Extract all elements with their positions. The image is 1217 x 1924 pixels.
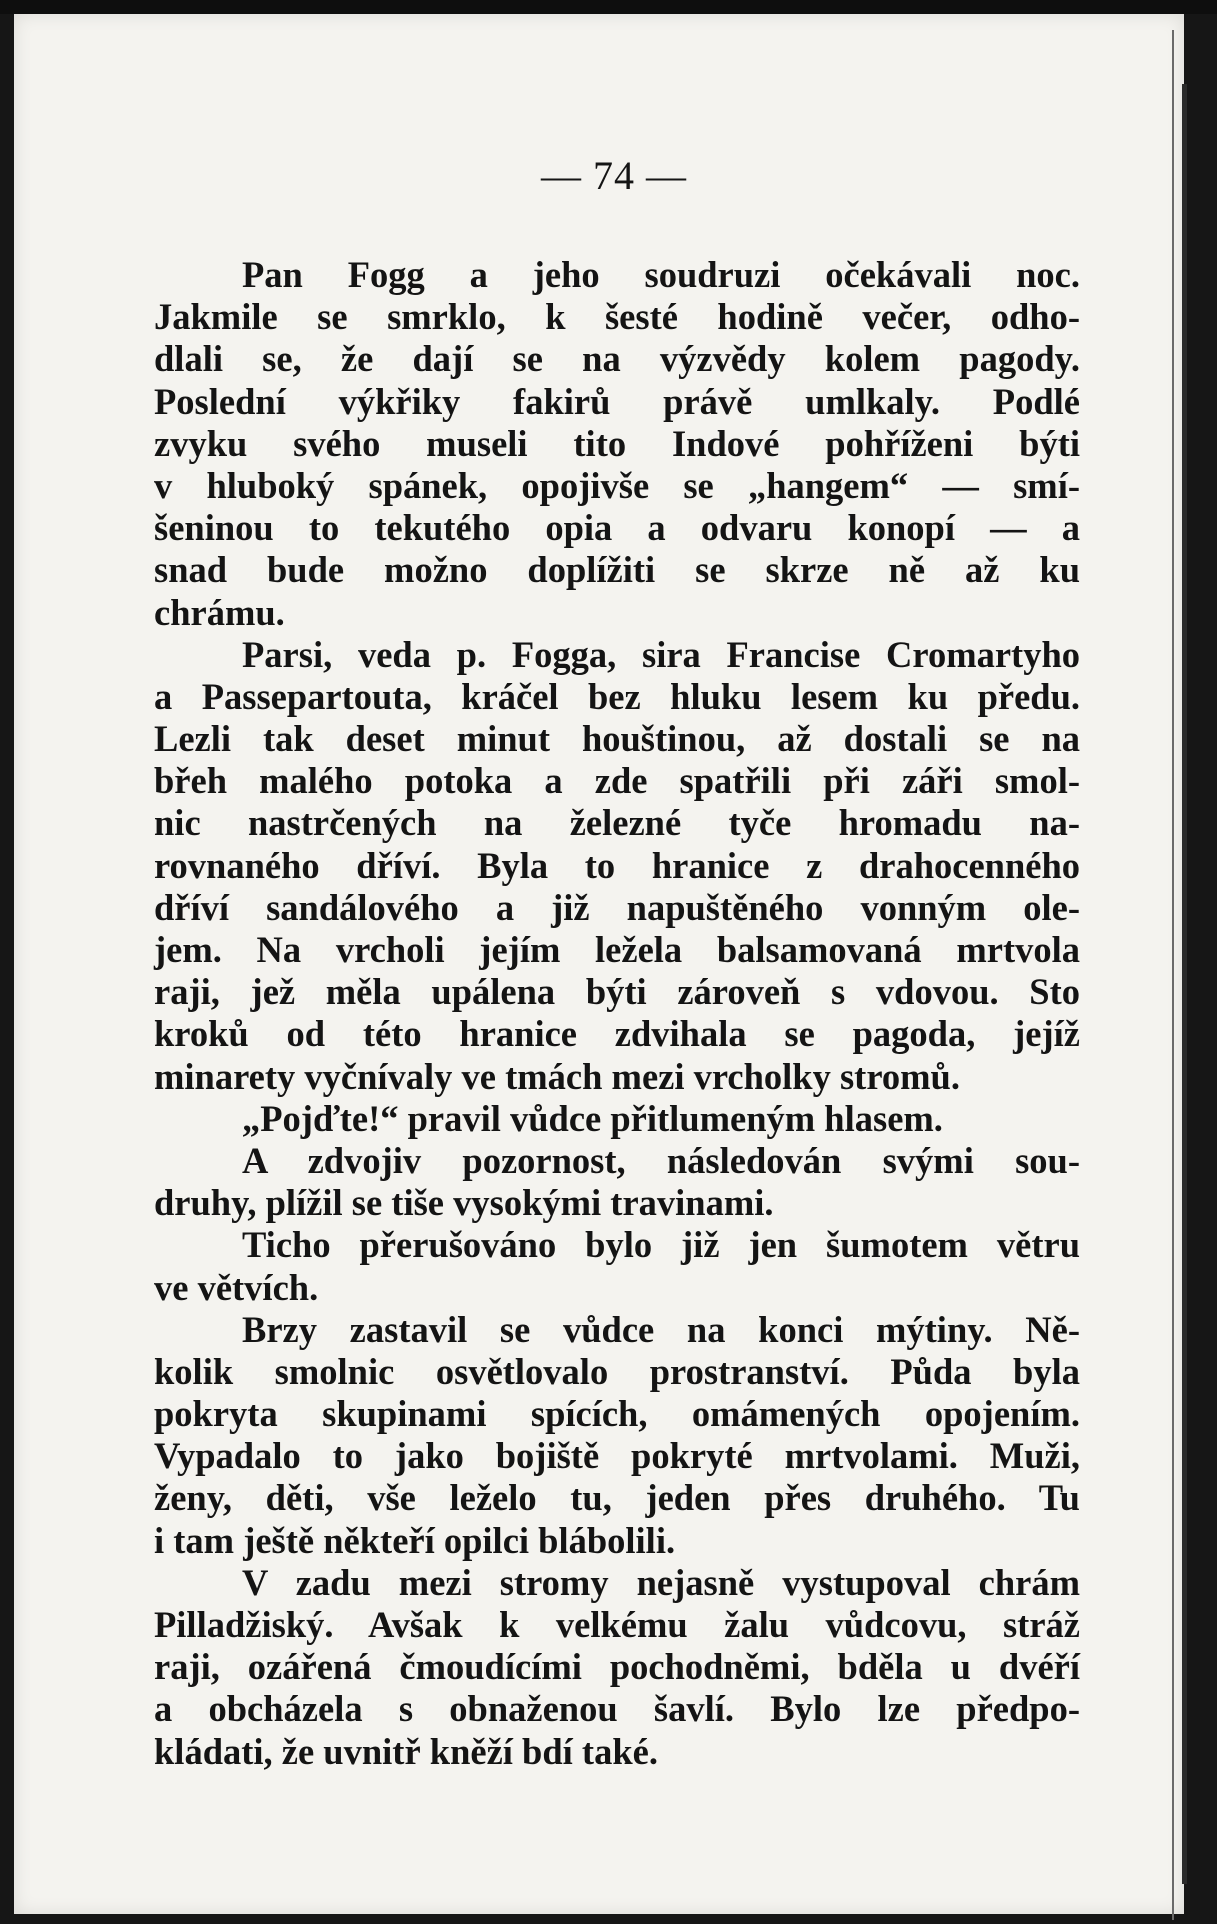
body-text xyxy=(154,254,1080,1773)
text-line: dříví sandálového a již napuštěného vonným ole- xyxy=(154,886,1080,928)
text-line: ve větvích. xyxy=(154,1266,319,1308)
text-line: minarety vyčnívaly ve tmách mezi vrcholky stromů. xyxy=(154,1055,960,1097)
text-line: „Pojďte!“ pravil vůdce přitlumeným hlasem. xyxy=(242,1097,943,1139)
text-line: Poslední výkřiky fakirů právě umlkaly. Podlé xyxy=(154,380,1080,422)
text-line: kroků od této hranice zdvihala se pagoda, jejíž xyxy=(154,1013,1080,1055)
scan-top-edge xyxy=(0,0,1217,14)
text-line: Jakmile se smrklo, k šesté hodině večer, odho- xyxy=(154,296,1080,338)
page-gutter-line xyxy=(1172,30,1174,1920)
text-line: zvyku svého museli tito Indové pohříženi býti xyxy=(154,422,1080,464)
page-binding-edge xyxy=(1182,84,1187,1884)
text-line: chrámu. xyxy=(154,591,285,633)
text-line: Pilladžiský. Avšak k velkému žalu vůdcovu, stráž xyxy=(154,1604,1080,1645)
text-line: břeh malého potoka a zde spatřili při záři smol- xyxy=(154,760,1080,802)
text-line: pokryta skupinami spících, omámených opojením. xyxy=(154,1393,1080,1435)
page-number: — 74 — xyxy=(541,153,687,198)
text-line: Brzy zastavil se vůdce na konci mýtiny. Ně- xyxy=(242,1308,1080,1350)
text-line: ženy, děti, vše leželo tu, jeden přes druhého. Tu xyxy=(154,1477,1080,1519)
text-line: kolik smolnic osvětlovalo prostranství. Půda byla xyxy=(154,1350,1080,1392)
text-line: i tam ještě někteří opilci blábolili. xyxy=(154,1519,676,1561)
text-line: snad bude možno doplížiti se skrze ně až ku xyxy=(154,549,1080,591)
text-line: Pan Fogg a jeho soudruzi očekávali noc. xyxy=(242,254,1080,295)
text-line: nic nastrčených na železné tyče hromadu na- xyxy=(154,802,1080,844)
text-line: raji, ozářená čmoudícími pochodněmi, bděla u dvéří xyxy=(154,1646,1080,1688)
text-line: a obcházela s obnaženou šavlí. Bylo lze předpo- xyxy=(154,1688,1080,1730)
text-line: Vypadalo to jako bojiště pokryté mrtvolami. Muži, xyxy=(154,1435,1080,1477)
text-line: druhy, plížil se tiše vysokými travinami. xyxy=(154,1182,774,1224)
text-line: rovnaného dříví. Byla to hranice z drahocenného xyxy=(154,844,1080,886)
text-line: jem. Na vrcholi jejím ležela balsamovaná mrtvola xyxy=(154,929,1080,970)
text-line: kládati, že uvnitř kněží bdí také. xyxy=(154,1730,658,1772)
text-line: dlali se, že dají se na výzvědy kolem pagody. xyxy=(154,338,1080,380)
text-line: Parsi, veda p. Fogga, sira Francise Cromartyho xyxy=(242,633,1080,675)
text-line: V zadu mezi stromy nejasně vystupoval chrám xyxy=(242,1561,1080,1603)
text-line: a Passepartouta, kráčel bez hluku lesem ku předu. xyxy=(154,675,1080,717)
book-page xyxy=(14,14,1184,1914)
text-line: raji, jež měla upálena býti zároveň s vdovou. Sto xyxy=(154,971,1080,1013)
text-line: Ticho přerušováno bylo již jen šumotem větru xyxy=(242,1224,1080,1266)
text-line: v hluboký spánek, opojivše se „hangem“ — smí- xyxy=(154,464,1080,506)
text-line: šeninou to tekutého opia a odvaru konopí — a xyxy=(154,507,1080,549)
text-line: Lezli tak deset minut houštinou, až dostali se na xyxy=(154,718,1080,760)
text-line: A zdvojiv pozornost, následován svými sou- xyxy=(242,1139,1080,1181)
